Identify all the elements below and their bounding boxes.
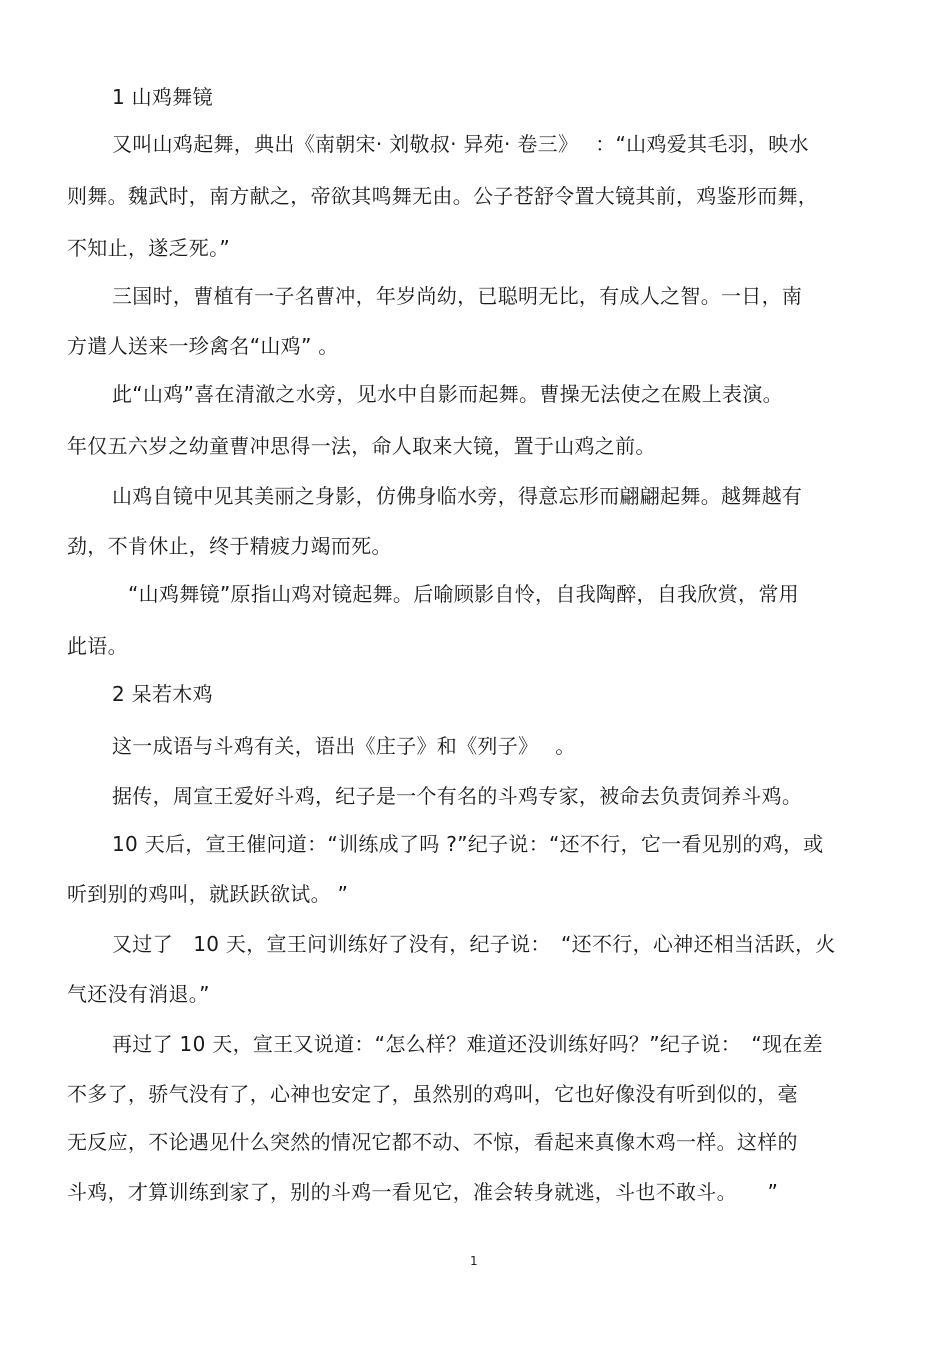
page-number: 1 — [470, 1254, 478, 1268]
paragraph-line: 方遣人送来一珍禽名“山鸡” 。 — [67, 334, 339, 358]
paragraph-line: 气还没有消退。” — [67, 982, 210, 1006]
paragraph-line: 不知止，遂乏死。” — [67, 236, 231, 260]
paragraph-line: 劲，不肯休止，终于精疲力竭而死。 — [67, 534, 392, 558]
paragraph-line: “山鸡舞镜”原指山鸡对镜起舞。后喻顾影自怜，自我陶醉，自我欣赏，常用 — [128, 582, 799, 606]
paragraph-line: 则舞。魏武时，南方献之，帝欲其鸣舞无由。公子苍舒令置大镜其前，鸡鉴形而舞， — [67, 184, 819, 208]
paragraph-line: 山鸡自镜中见其美丽之身影，仿佛身临水旁，得意忘形而翩翩起舞。越舞越有 — [112, 484, 803, 508]
paragraph-line: 这一成语与斗鸡有关，语出《庄子》和《列子》 。 — [112, 734, 576, 758]
paragraph-line: 三国时，曹植有一子名曹冲，年岁尚幼，已聪明无比，有成人之智。一日，南 — [112, 284, 803, 308]
section-heading-daiuomuji: 2 呆若木鸡 — [112, 682, 213, 706]
paragraph-line: 又叫山鸡起舞，典出《南朝宋· 刘敬叔· 异苑· 卷三》 ：“山鸡爱其毛羽，映水 — [112, 132, 809, 156]
paragraph-line: 年仅五六岁之幼童曹冲思得一法，命人取来大镜，置于山鸡之前。 — [67, 434, 656, 458]
paragraph-line: 无反应，不论遇见什么突然的情况它都不动、不惊，看起来真像木鸡一样。这样的 — [67, 1130, 798, 1154]
paragraph-line: 听到别的鸡叫，就跃跃欲试。 ” — [67, 882, 349, 906]
paragraph-line: 此“山鸡”喜在清澈之水旁，见水中自影而起舞。曹操无法使之在殿上表演。 — [112, 382, 783, 406]
section-heading-shanji: 1 山鸡舞镜 — [112, 85, 213, 109]
paragraph-line: 斗鸡，才算训练到家了，别的斗鸡一看见它，准会转身就逃，斗也不敢斗。 ” — [67, 1180, 779, 1204]
paragraph-line: 不多了，骄气没有了，心神也安定了，虽然别的鸡叫，它也好像没有听到似的，毫 — [67, 1082, 798, 1106]
paragraph-line: 此语。 — [67, 634, 128, 658]
paragraph-line: 据传，周宣王爱好斗鸡，纪子是一个有名的斗鸡专家，被命去负责饲养斗鸡。 — [112, 784, 803, 808]
paragraph-line: 10 天后，宣王催问道：“训练成了吗 ?”纪子说：“还不行，它一看见别的鸡，或 — [112, 832, 824, 856]
paragraph-line: 又过了 10 天，宣王问训练好了没有，纪子说： “还不行，心神还相当活跃，火 — [112, 932, 836, 956]
paragraph-line: 再过了 10 天，宣王又说道：“怎么样？难道还没训练好吗？”纪子说： “现在差 — [112, 1032, 823, 1056]
